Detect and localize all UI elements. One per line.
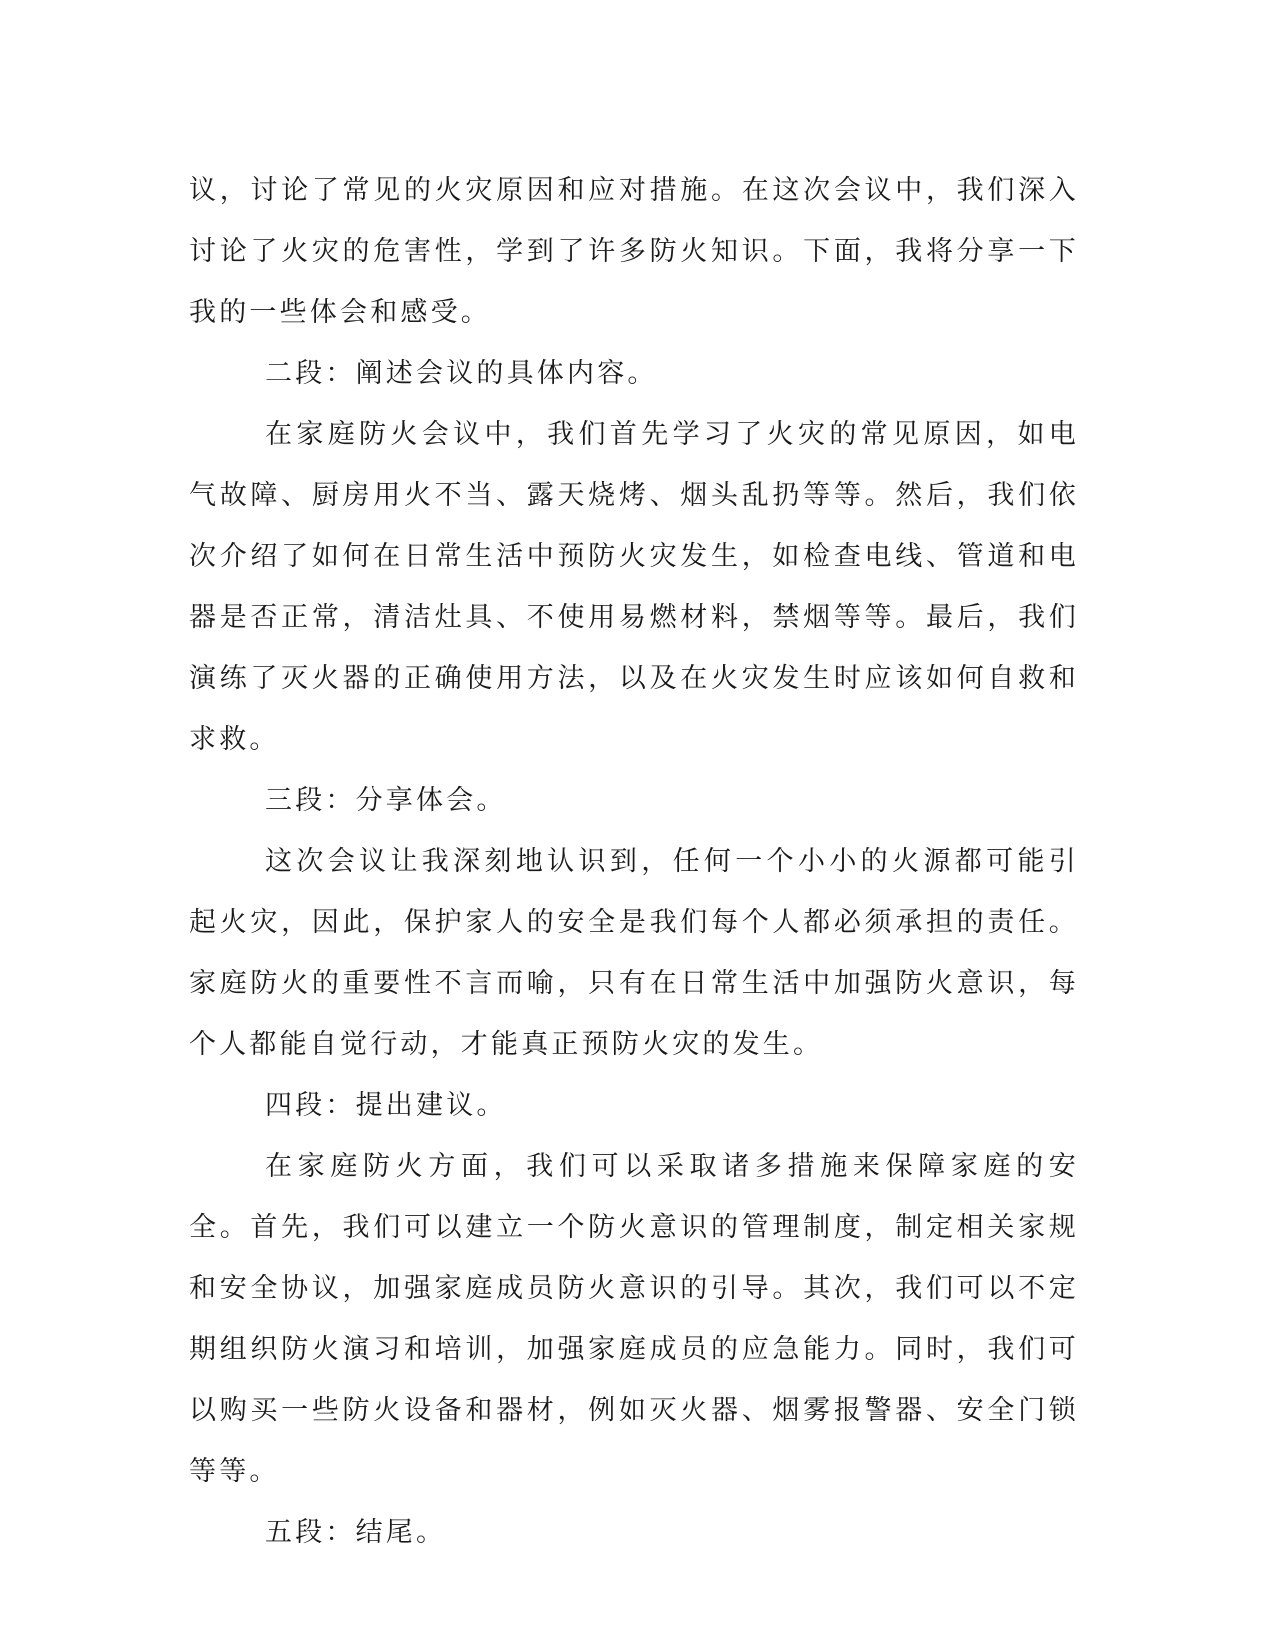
paragraph-meeting-content: 在家庭防火会议中，我们首先学习了火灾的常见原因，如电气故障、厨房用火不当、露天烧烤、烟头乱扔等等。然后，我们依次介绍了如何在日常生活中预防火灾发生，如检查电线、管道和电器是否正常，清洁灶具、不使用易燃材料，禁烟等等。最后，我们演练了灭火器的正确使用方法，以及在火灾发生时应该如何自救和求救。 <box>189 419 1079 755</box>
section-heading-5: 五段：结尾。 <box>265 1517 447 1548</box>
section-heading-4: 四段：提出建议。 <box>265 1090 507 1121</box>
paragraph-reflection: 这次会议让我深刻地认识到，任何一个小小的火源都可能引起火灾，因此，保护家人的安全是我们每个人都必须承担的责任。家庭防火的重要性不言而喻，只有在日常生活中加强防火意识，每个人都能自觉行动，才能真正预防火灾的发生。 <box>189 846 1079 1060</box>
section-heading-3: 三段：分享体会。 <box>265 785 507 816</box>
paragraph-suggestions: 在家庭防火方面，我们可以采取诸多措施来保障家庭的安全。首先，我们可以建立一个防火意识的管理制度，制定相关家规和安全协议，加强家庭成员防火意识的引导。其次，我们可以不定期组织防火演习和培训，加强家庭成员的应急能力。同时，我们可以购买一些防火设备和器材，例如灭火器、烟雾报警器、安全门锁等等。 <box>189 1151 1079 1487</box>
document-body <box>189 160 1079 1563</box>
paragraph-continuation: 议，讨论了常见的火灾原因和应对措施。在这次会议中，我们深入讨论了火灾的危害性，学到了许多防火知识。下面，我将分享一下我的一些体会和感受。 <box>189 175 1079 328</box>
section-heading-2: 二段：阐述会议的具体内容。 <box>265 358 658 389</box>
